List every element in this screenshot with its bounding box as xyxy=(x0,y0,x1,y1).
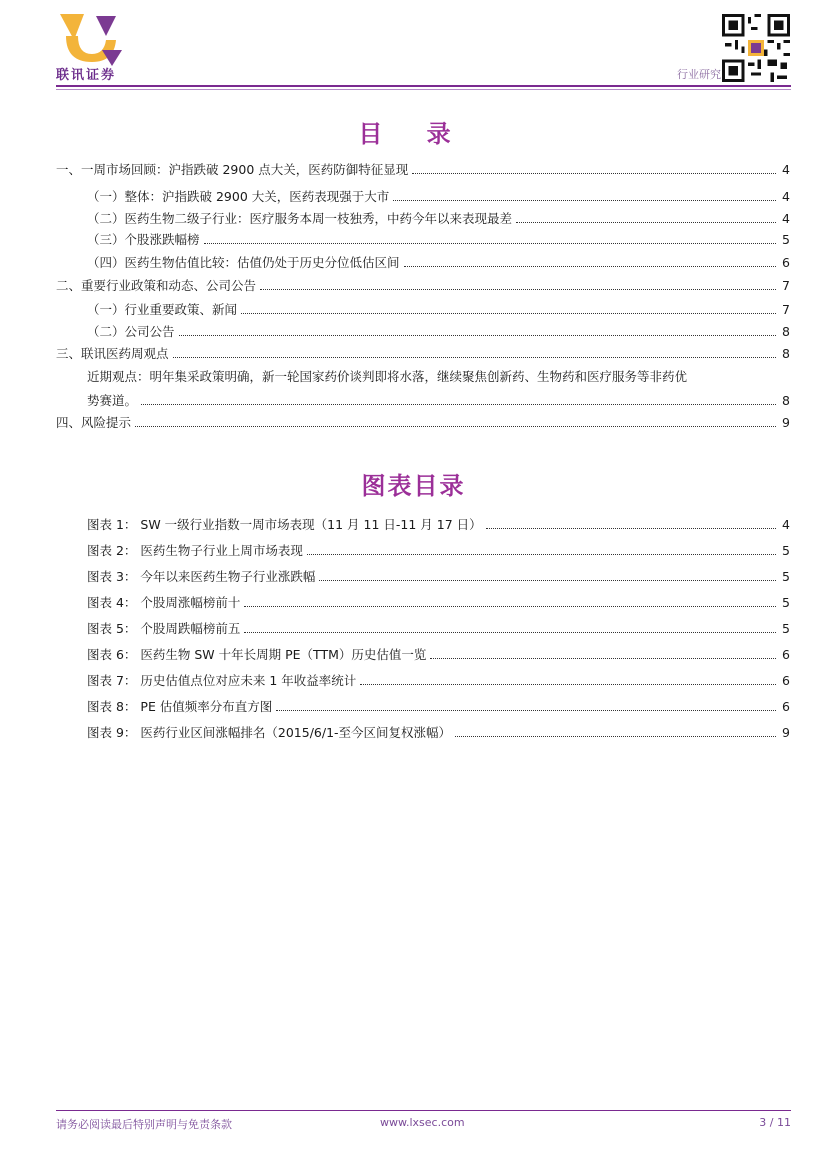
figure-entry[interactable] xyxy=(87,647,790,663)
figure-entry-label: 图表 1： SW 一级行业指数一周市场表现（11 月 11 日-11 月 17 日） xyxy=(87,517,482,532)
header-divider xyxy=(56,85,791,87)
figure-entry-page: 9 xyxy=(782,725,790,740)
toc-entry-label: 三、联讯医药周观点 xyxy=(56,346,169,361)
toc-entry[interactable] xyxy=(87,189,790,205)
footer-divider xyxy=(56,1110,791,1111)
toc-entry-label: （二）医药生物二级子行业：医疗服务本周一枝独秀，中药今年以来表现最差 xyxy=(87,211,513,226)
footer-website-link[interactable]: www.lxsec.com xyxy=(380,1116,465,1129)
toc-entry-label: 四、风险提示 xyxy=(56,415,132,430)
toc-entry-label: 二、重要行业政策和动态、公司公告 xyxy=(56,278,257,293)
toc-entry[interactable] xyxy=(87,255,790,271)
page-number: 3 / 11 xyxy=(759,1116,791,1129)
figure-entry[interactable] xyxy=(87,569,790,585)
footer-disclaimer: 请务必阅读最后特别声明与免责条款 xyxy=(56,1118,232,1131)
header-divider-thin xyxy=(56,89,791,90)
figure-entry[interactable] xyxy=(87,699,790,715)
toc-entry[interactable] xyxy=(87,211,790,227)
section-label: 行业研究 xyxy=(677,68,721,81)
toc-entry-label: （三）个股涨跌幅榜 xyxy=(87,232,200,247)
page-header xyxy=(0,0,827,92)
toc-entry-page: 9 xyxy=(782,415,790,430)
figure-entry-page: 5 xyxy=(782,621,790,636)
toc-entry-label: 势赛道。 xyxy=(87,393,138,408)
toc-entry-line[interactable]: 近期观点：明年集采政策明确，新一轮国家药价谈判即将水落，继续聚焦创新药、生物药和医疗服务等非药优 xyxy=(87,369,688,384)
figure-entry-page: 6 xyxy=(782,673,790,688)
figure-entry-label: 图表 5： 个股周跌幅榜前五 xyxy=(87,621,241,636)
toc-entry[interactable] xyxy=(56,346,790,362)
figure-entry-page: 4 xyxy=(782,517,790,532)
figure-entry[interactable] xyxy=(87,517,790,533)
toc-entry-label: （四）医药生物估值比较：估值仍处于历史分位低估区间 xyxy=(87,255,400,270)
figure-entry[interactable] xyxy=(87,725,790,741)
figure-entry-page: 6 xyxy=(782,699,790,714)
figure-entry-page: 5 xyxy=(782,595,790,610)
toc-entry[interactable] xyxy=(56,162,790,178)
figure-entry[interactable] xyxy=(87,621,790,637)
toc-entry[interactable] xyxy=(87,302,790,318)
toc-entry-page: 7 xyxy=(782,278,790,293)
figures-title: 图表目录 xyxy=(361,472,466,500)
figure-entry-label: 图表 3： 今年以来医药生物子行业涨跌幅 xyxy=(87,569,316,584)
toc-title: 目 录 xyxy=(358,120,469,148)
brand-name: 联讯证券 xyxy=(56,68,117,83)
toc-entry[interactable] xyxy=(87,324,790,340)
figure-entry-label: 图表 7： 历史估值点位对应未来 1 年收益率统计 xyxy=(87,673,357,688)
toc-entry[interactable] xyxy=(56,278,790,294)
figure-entry-label: 图表 8： PE 估值频率分布直方图 xyxy=(87,699,273,714)
figure-entry-label: 图表 6： 医药生物 SW 十年长周期 PE（TTM）历史估值一览 xyxy=(87,647,427,662)
toc-entry[interactable] xyxy=(56,415,790,431)
qr-code-icon xyxy=(722,14,790,82)
toc-entry-label: 一、一周市场回顾：沪指跌破 2900 点大关，医药防御特征显现 xyxy=(56,162,409,177)
toc-entry-page: 7 xyxy=(782,302,790,317)
figure-entry-page: 5 xyxy=(782,543,790,558)
toc-entry[interactable] xyxy=(87,393,790,409)
figure-entry[interactable] xyxy=(87,543,790,559)
toc-entry-page: 4 xyxy=(782,211,790,226)
figure-entry-page: 5 xyxy=(782,569,790,584)
figure-entry-page: 6 xyxy=(782,647,790,662)
figure-entry[interactable] xyxy=(87,673,790,689)
toc-entry-page: 4 xyxy=(782,162,790,177)
toc-entry-page: 4 xyxy=(782,189,790,204)
toc-entry-page: 6 xyxy=(782,255,790,270)
figure-entry-label: 图表 2： 医药生物子行业上周市场表现 xyxy=(87,543,303,558)
toc-entry-label: （一）整体：沪指跌破 2900 大关，医药表现强于大市 xyxy=(87,189,390,204)
toc-entry-page: 8 xyxy=(782,393,790,408)
toc-entry[interactable] xyxy=(87,232,790,248)
toc-entry-label: （二）公司公告 xyxy=(87,324,175,339)
toc-entry-page: 5 xyxy=(782,232,790,247)
toc-entry-page: 8 xyxy=(782,346,790,361)
toc-entry-page: 8 xyxy=(782,324,790,339)
toc-entry-label: （一）行业重要政策、新闻 xyxy=(87,302,238,317)
figure-entry[interactable] xyxy=(87,595,790,611)
figure-entry-label: 图表 9： 医药行业区间涨幅排名（2015/6/1-至今区间复权涨幅） xyxy=(87,725,452,740)
figure-entry-label: 图表 4： 个股周涨幅榜前十 xyxy=(87,595,241,610)
